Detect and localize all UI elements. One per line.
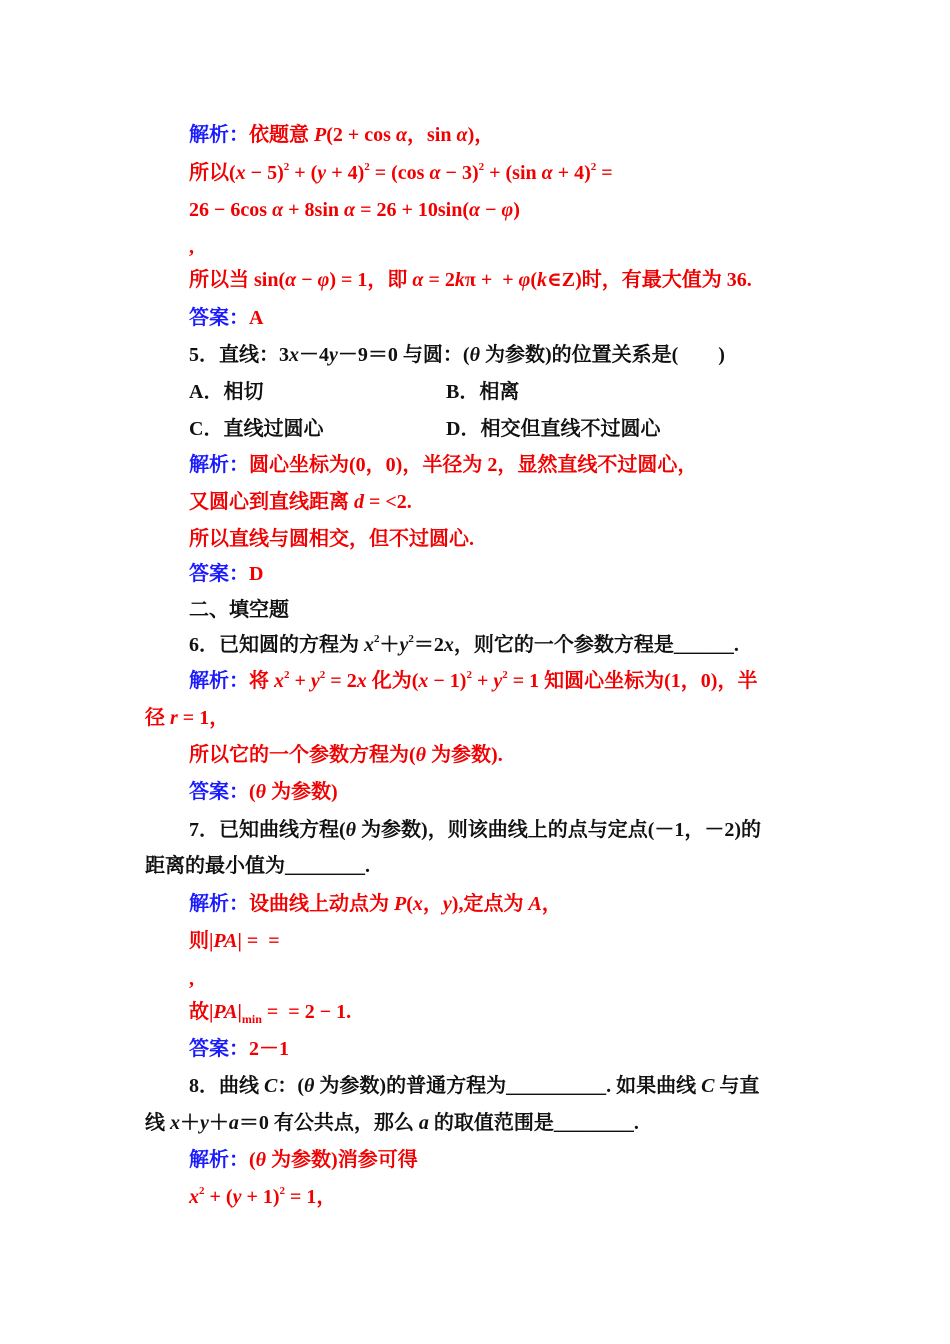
text-segment: 2 [478,161,485,173]
text-segment: φ [501,199,514,221]
text-segment: 为参数) [266,781,338,803]
text-segment: − 5) [245,162,284,184]
text-segment: 为参数)，则该曲线上的点与定点(－1，－2)的 [356,819,762,841]
text-segment: 7．已知曲线方程( [189,819,346,841]
text-line [145,1110,639,1136]
text-segment: α [412,269,424,291]
text-segment: y [399,634,409,656]
text-segment: x [235,162,246,184]
text-segment: C [264,1075,278,1097]
text-segment: − 3) [440,162,479,184]
text-segment: x [356,670,367,692]
text-segment: y [493,670,503,692]
text-line [189,160,613,186]
text-segment: + [289,670,311,692]
text-segment: PA [213,930,238,952]
text-segment: 为参数). [426,744,503,766]
text-segment: α [541,162,553,184]
text-segment: 故| [189,1001,214,1023]
text-segment: − 1) [428,670,467,692]
text-segment: x [189,1186,199,1208]
text-segment: 为参数)消参可得 [266,1149,418,1171]
text-segment: －4 [299,344,329,366]
text-line [189,1184,336,1210]
text-segment: x [443,634,454,656]
text-line [189,928,280,954]
text-segment: θ [415,744,427,766]
section-label: 解析： [189,670,249,692]
text-segment: + 4) [552,162,591,184]
text-segment: = 2 [325,670,357,692]
text-segment: α [429,162,441,184]
text-segment: y [317,162,327,184]
section-label: 答案： [189,1038,249,1060]
text-line [189,1036,289,1062]
text-segment: 径 [145,707,170,729]
text-segment: 依题意 [249,124,314,146]
text-segment: + (sin [484,162,542,184]
text-line [189,526,474,552]
text-segment: r [170,707,178,729]
text-segment: = (cos [369,162,430,184]
text-segment: ， [422,893,443,915]
text-segment: + 8sin [283,199,344,221]
text-segment: ，则它的一个参数方程是______. [453,634,739,656]
text-segment: y [329,344,338,366]
text-segment: 设曲线上动点为 [249,893,394,915]
text-segment: 2－1 [249,1038,289,1060]
text-line [189,779,338,805]
text-segment: 2 [466,669,472,681]
text-line [189,489,412,515]
text-segment: 2 [199,1185,205,1197]
text-line [189,891,562,917]
text-segment: ， [541,893,562,915]
text-line [189,966,194,992]
text-segment: φ [317,269,330,291]
text-segment: y [442,893,452,915]
text-segment: θ [255,1149,267,1171]
text-segment: D．相交但直线不过圆心 [446,418,661,440]
text-segment: ＝0 有公共点，那么 [238,1112,419,1134]
text-segment: (2 + cos [326,124,396,146]
text-segment: a [418,1112,429,1134]
text-segment: π + + [464,269,519,291]
text-line [189,305,263,331]
text-segment: x [170,1112,180,1134]
text-segment: = 2 [423,269,455,291]
text-segment: + 4) [326,162,365,184]
text-segment: x [412,893,423,915]
section-label: 答案： [189,307,249,329]
text-segment: ，sin [407,124,457,146]
section-label: 解析： [189,1149,249,1171]
text-segment: A．相切 [189,381,264,403]
text-segment: , [189,236,194,258]
text-segment: －9＝0 与圆：( [337,344,470,366]
text-segment: α [285,269,297,291]
text-segment: θ [469,344,480,366]
text-segment: = = 2 − 1. [261,1001,352,1023]
section-label: 解析： [189,454,249,476]
text-segment: 2 [408,633,414,645]
text-segment: D [249,563,264,585]
text-line [189,632,739,658]
text-line [189,267,752,293]
text-segment: ＋ [379,634,400,656]
text-segment: )， [467,124,495,146]
text-line [189,234,194,260]
section-label: 答案： [189,563,249,585]
text-segment: 所以直线与圆相交，但不过圆心. [189,528,474,550]
text-segment: | = = [237,930,280,952]
text-line [189,742,503,768]
text-segment: = 1， [285,1186,337,1208]
text-segment: 2 [374,633,380,645]
text-segment: − [296,269,318,291]
text-segment: 圆心坐标为(0，0)，半径为 2，显然直线不过圆心， [249,454,698,476]
text-segment: 2 [364,161,370,173]
text-segment: α [344,199,356,221]
text-segment: 26 − 6cos [189,199,273,221]
text-segment: ( [249,1149,256,1171]
text-segment: 2 [283,161,290,173]
text-segment: A [249,307,264,329]
text-segment: B．相离 [446,381,520,403]
text-segment: = [596,162,613,184]
text-line [145,705,229,731]
text-segment: = <2. [364,491,412,513]
text-segment: min [241,1012,262,1026]
text-segment: + 1) [241,1186,280,1208]
text-line [189,668,757,694]
text-segment: = 1 知圆心坐标为(1，0)，半 [507,670,758,692]
text-segment: 所以当 sin( [189,269,286,291]
text-segment: 6．已知圆的方程为 [189,634,364,656]
text-segment: d [354,491,364,513]
text-segment: k [454,269,465,291]
text-segment: A [528,893,542,915]
text-segment: x [364,634,374,656]
text-segment: α [469,199,481,221]
section-label: 解析： [189,124,249,146]
text-segment: 二、填空题 [189,599,289,621]
text-segment: ) = 1，即 [329,269,413,291]
text-segment: C．直线过圆心 [189,418,324,440]
text-segment: 化为( [366,670,419,692]
section-label: 解析： [189,893,249,915]
text-segment: 5．直线：3 [189,344,289,366]
text-segment: PA [213,1001,238,1023]
text-line [189,561,263,587]
text-segment: P [314,124,327,146]
text-segment: 与直 [714,1075,760,1097]
text-line [145,853,370,879]
text-segment: 2 [284,669,290,681]
text-segment: ∈Z)时，有最大值为 36. [546,269,752,291]
text-segment: 线 [145,1112,170,1134]
text-segment: − [480,199,502,221]
text-line [189,817,761,843]
text-segment: φ [518,269,531,291]
text-segment: ( [530,269,537,291]
text-line [189,1073,759,1099]
text-segment: 2 [319,669,326,681]
text-segment: ( [249,781,256,803]
text-segment: 8．曲线 [189,1075,264,1097]
text-line [446,416,660,442]
text-segment: C [701,1075,715,1097]
text-segment: 为参数)的普通方程为__________. 如果曲线 [314,1075,702,1097]
text-line [189,342,725,368]
text-segment: ),定点为 [451,893,529,915]
section-label: 答案： [189,781,249,803]
text-segment: θ [255,781,267,803]
text-segment: 为参数)的位置关系是( ) [479,344,725,366]
text-segment: a [228,1112,239,1134]
text-line [189,1147,418,1173]
text-segment: | [237,1001,242,1023]
text-segment: x [418,670,429,692]
text-segment: 2 [279,1185,286,1197]
text-segment: k [536,269,547,291]
text-segment: x [289,344,299,366]
text-line [189,122,494,148]
text-line [189,452,697,478]
text-segment: 又圆心到直线距离 [189,491,354,513]
text-line [189,197,520,223]
text-segment: α [395,124,408,146]
text-segment: 的取值范围是________. [428,1112,639,1134]
text-segment: = 1， [177,707,230,729]
text-segment: x [274,670,284,692]
text-segment: = 26 + 10sin( [355,199,469,221]
text-segment: 将 [249,670,274,692]
text-segment: ( [406,893,413,915]
text-segment: P [394,893,407,915]
text-line [189,999,351,1025]
text-segment: y [310,670,320,692]
text-segment: ＋ [180,1112,200,1134]
text-segment: + [471,670,494,692]
text-segment: 距离的最小值为________. [145,855,370,877]
text-line [189,379,263,405]
text-line [446,379,519,405]
text-segment: + ( [204,1186,233,1208]
text-segment: ) [513,199,520,221]
text-segment: y [200,1112,209,1134]
text-segment: ＝2 [413,634,444,656]
text-segment: ＋ [208,1112,229,1134]
text-segment: θ [345,819,357,841]
text-segment: α [456,124,468,146]
text-segment: 则| [189,930,214,952]
text-segment: 2 [502,669,508,681]
text-segment: 所以( [189,162,236,184]
text-line [189,597,289,623]
text-segment: 2 [590,161,597,173]
text-line [189,416,323,442]
text-segment: α [272,199,284,221]
text-segment: y [232,1186,242,1208]
text-segment: 所以它的一个参数方程为( [189,744,416,766]
text-segment: ：( [277,1075,305,1097]
text-segment: , [189,968,194,990]
text-segment: + ( [289,162,318,184]
text-segment: θ [304,1075,315,1097]
